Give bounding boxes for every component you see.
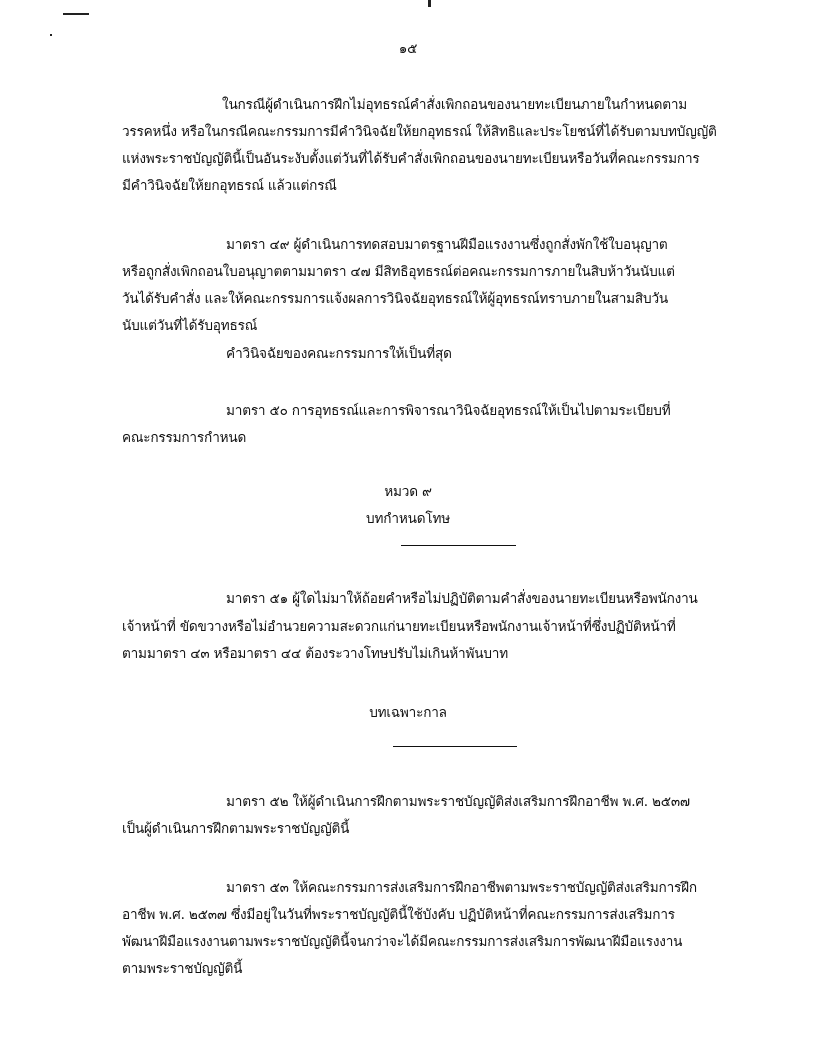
scan-mark	[63, 13, 89, 15]
section-49-final: คำวินิจฉัยของคณะกรรมการให้เป็นที่สุด	[226, 346, 452, 362]
chapter-heading: หมวด ๙	[384, 484, 432, 500]
paragraph-line: ในกรณีผู้ดำเนินการฝึกไม่อุทธรณ์คำสั่งเพิกถอนของนายทะเบียนภายในกำหนดตาม	[222, 97, 688, 113]
section-52-line: มาตรา ๕๒ ให้ผู้ดำเนินการฝึกตามพระราชบัญญัติส่งเสริมการฝึกอาชีพ พ.ศ. ๒๕๓๗	[226, 794, 690, 810]
paragraph-line: วรรคหนึ่ง หรือในกรณีคณะกรรมการมีคำวินิจฉัยให้ยกอุทธรณ์ ให้สิทธิและประโยชน์ที่ได้รับตามบทบัญญัติ	[122, 124, 717, 140]
section-53-line: ตามพระราชบัญญัตินี้	[122, 961, 243, 977]
section-52-line: เป็นผู้ดำเนินการฝึกตามพระราชบัญญัตินี้	[122, 821, 350, 837]
paragraph-line: แห่งพระราชบัญญัตินี้เป็นอันระงับตั้งแต่วันที่ได้รับคำสั่งเพิกถอนของนายทะเบียนหรือวันที่คณะกรรมการ	[122, 151, 700, 167]
scan-mark	[50, 34, 52, 36]
section-49-line: วันได้รับคำสั่ง และให้คณะกรรมการแจ้งผลการวินิจฉัยอุทธรณ์ให้ผู้อุทธรณ์ทราบภายในสามสิบวัน	[122, 291, 668, 307]
transitory-title: บทเฉพาะกาล	[369, 705, 447, 721]
section-53-line: มาตรา ๕๓ ให้คณะกรรมการส่งเสริมการฝึกอาชีพตามพระราชบัญญัติส่งเสริมการฝึก	[226, 880, 697, 896]
section-51-line: เจ้าหน้าที่ ขัดขวางหรือไม่อำนวยความสะดวกแก่นายทะเบียนหรือพนักงานเจ้าหน้าที่ซึ่งปฏิบัติหน้าที่	[122, 619, 676, 635]
paragraph-line: มีคำวินิจฉัยให้ยกอุทธรณ์ แล้วแต่กรณี	[122, 178, 337, 194]
section-53-line: พัฒนาฝีมือแรงงานตามพระราชบัญญัตินี้จนกว่าจะได้มีคณะกรรมการส่งเสริมการพัฒนาฝีมือแรงงาน	[122, 934, 683, 950]
chapter-divider	[401, 545, 516, 546]
section-51-line: ตามมาตรา ๔๓ หรือมาตรา ๔๔ ต้องระวางโทษปรับไม่เกินห้าพันบาท	[122, 646, 508, 662]
section-50-line: คณะกรรมการกำหนด	[122, 430, 247, 446]
section-49-line: หรือถูกสั่งเพิกถอนใบอนุญาตตามมาตรา ๔๗ มีสิทธิอุทธรณ์ต่อคณะกรรมการภายในสิบห้าวันนับแต่	[122, 264, 675, 280]
section-51-line: มาตรา ๕๑ ผู้ใดไม่มาให้ถ้อยคำหรือไม่ปฏิบัติตามคำสั่งของนายทะเบียนหรือพนักงาน	[226, 591, 698, 607]
section-53-line: อาชีพ พ.ศ. ๒๕๓๗ ซึ่งมีอยู่ในวันที่พระราชบัญญัตินี้ใช้บังคับ ปฏิบัติหน้าที่คณะกรรมการส่งเสริมการ	[122, 907, 675, 923]
section-49-line: มาตรา ๔๙ ผู้ดำเนินการทดสอบมาตรฐานฝีมือแรงงานซึ่งถูกสั่งพักใช้ใบอนุญาต	[226, 237, 668, 253]
chapter-title: บทกำหนดโทษ	[366, 511, 450, 527]
section-50-line: มาตรา ๕๐ การอุทธรณ์และการพิจารณาวินิจฉัยอุทธรณ์ให้เป็นไปตามระเบียบที่	[226, 403, 671, 419]
transitory-divider	[393, 746, 517, 747]
scan-mark	[428, 0, 431, 7]
page-number: ๑๕	[398, 41, 418, 57]
section-49-line: นับแต่วันที่ได้รับอุทธรณ์	[122, 318, 258, 334]
